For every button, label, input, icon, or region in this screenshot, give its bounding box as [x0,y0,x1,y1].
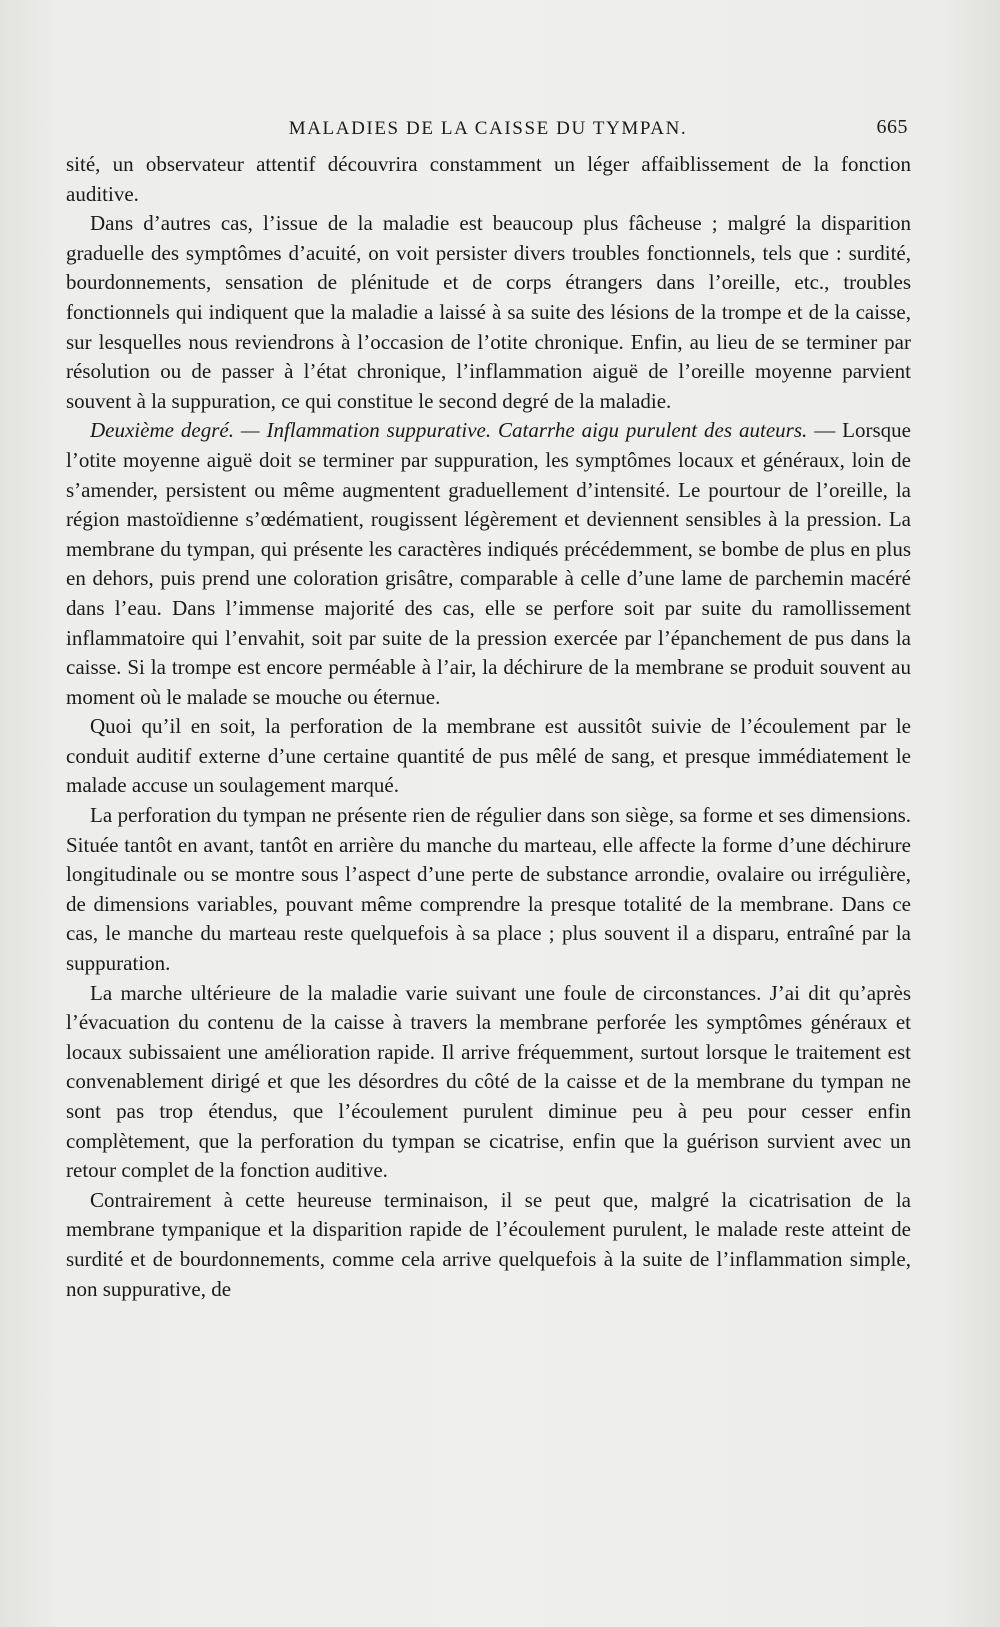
paragraph [66,416,911,712]
paragraph: La marche ultérieure de la maladie varie suivant une foule de circonstances. J’ai dit qu’après l’évacuation du contenu de la caisse à travers la membrane perforée les symptômes généraux et locaux subissaient une amélioration rapide. Il arrive fréquemment, surtout lorsque le traitement est convenablement dirigé et que les désordres du côté de la caisse et de la membrane du tympan ne sont pas trop étendus, que l’écoulement purulent diminue peu à peu pour cesser enfin complètement, que la perforation du tympan se cicatrise, enfin que la guérison survient avec un retour complet de la fonction auditive. [66,980,911,1183]
paragraph: Contrairement à cette heureuse terminaison, il se peut que, malgré la cicatrisation de la membrane tympanique et la disparition rapide de l’écoulement purulent, le malade reste atteint de surdité et de bourdonnements, comme cela arrive quelquefois à la suite de l’inflammation simple, non suppurative, de [66,1187,911,1301]
page-number: 665 [876,116,908,138]
paragraph-text: — Lorsque l’otite moyenne aiguë doit se terminer par suppuration, les symptômes locaux et généraux, loin de s’amender, persistent ou même augmentent graduellement d’intensité. Le pourtour de l’oreille, la région mastoïdienne s’œdématient, rougissent légèrement et deviennent sensibles à la pression. La membrane du tympan, qui présente les caractères indiqués précédemment, se bombe de plus en plus en dehors, puis prend une coloration grisâtre, comparable à celle d’une lame de parchemin macéré dans l’eau. Dans l’immense majorité des cas, elle se perfore soit par suite du ramollissement inflammatoire qui l’envahit, soit par suite de la pression exercée par l’épanchement de pus dans la caisse. Si la trompe est encore perméable à l’air, la déchirure de la membrane se produit souvent au moment où le malade se mouche ou éternue. [66,418,911,709]
body-text [66,150,911,1304]
paragraph: Quoi qu’il en soit, la perforation de la membrane est aussitôt suivie de l’écoulement par le conduit auditif externe d’une certaine quantité de pus mêlé de sang, et presque immédiatement le malade accuse un soulagement marqué. [66,714,911,798]
paragraph: La perforation du tympan ne présente rien de régulier dans son siège, sa forme et ses dimensions. Située tantôt en avant, tantôt en arrière du manche du marteau, elle affecte la forme d’une déchirure longitudinale ou se montre sous l’aspect d’une perte de substance arrondie, ovalaire ou irrégulière, de dimensions variables, pouvant même comprendre la presque totalité de la membrane. Dans ce cas, le manche du marteau reste quelquefois à sa place ; plus souvent il a disparu, entraîné par la suppuration. [66,803,911,976]
paragraph: Dans d’autres cas, l’issue de la maladie est beaucoup plus fâcheuse ; malgré la disparition graduelle des symptômes d’acuité, on voit persister divers troubles fonctionnels, tels que : surdité, bourdonnements, sensation de plénitude et de corps étrangers dans l’oreille, etc., troubles fonctionnels qui indiquent que la maladie a laissé à sa suite des lésions de la trompe et de la caisse, sur lesquelles nous reviendrons à l’occasion de l’otite chronique. Enfin, au lieu de se terminer par résolution ou de passer à l’état chronique, l’inflammation aiguë de l’oreille moyenne parvient souvent à la suppuration, ce qui constitue le second degré de la maladie. [66,211,911,413]
section-heading: Deuxième degré. — Inflammation suppurative. Catarrhe aigu purulent des auteurs. [90,418,808,443]
page-header [68,116,908,146]
running-title: MALADIES DE LA CAISSE DU TYMPAN. [288,118,688,139]
paragraph: sité, un observateur attentif découvrira constamment un léger affaiblissement de la fonction auditive. [66,152,911,206]
